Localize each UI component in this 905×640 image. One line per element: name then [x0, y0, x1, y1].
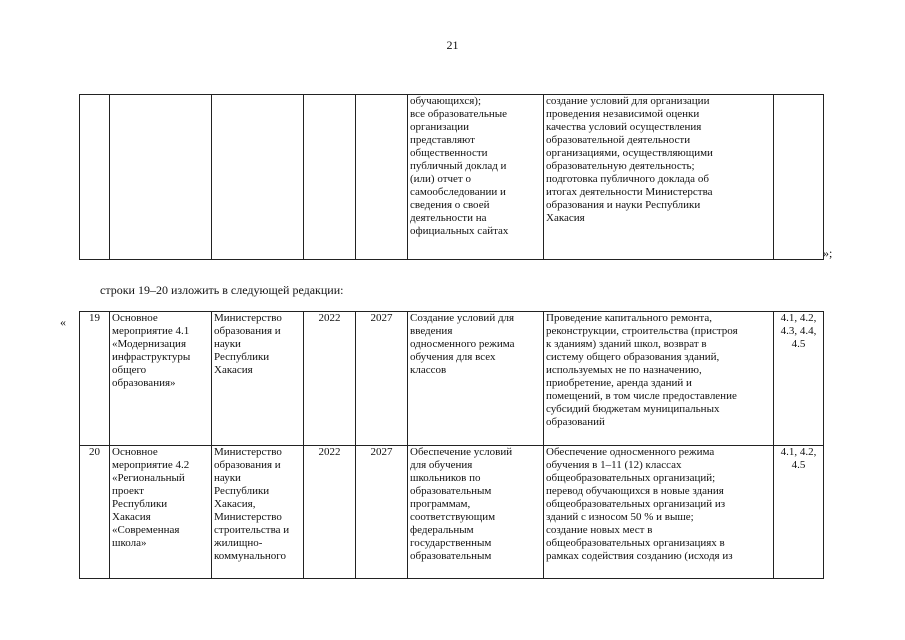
cell-start — [304, 95, 356, 260]
event-name: Основное мероприятие 4.2 «Региональный проект Республики Хакасия «Современная школа» — [110, 446, 212, 579]
end-year: 2027 — [356, 312, 408, 446]
cell-name — [110, 95, 212, 260]
end-year: 2027 — [356, 446, 408, 579]
cell-targets: обучающихся); все образовательные организации представляют общественности публичный доклад и (или) отчет о самообследовании и сведения о своей деятельности на официальных сайтах — [408, 95, 544, 260]
table-row — [80, 95, 824, 260]
amendment-instruction: строки 19–20 изложить в следующей редакции: — [100, 283, 344, 297]
expected-result: Обеспечение условий для обучения школьников по образовательным программам, соответствующим федеральным государственным образовательным — [408, 446, 544, 579]
indicators: 4.1, 4.2, 4.5 — [774, 446, 824, 579]
cell-indicators — [774, 95, 824, 260]
continuation-table — [79, 94, 824, 260]
amended-rows-table — [79, 311, 824, 579]
closing-quote: »; — [823, 246, 833, 260]
page-number: 21 — [446, 38, 459, 52]
start-year: 2022 — [304, 446, 356, 579]
indicators: 4.1, 4.2, 4.3, 4.4, 4.5 — [774, 312, 824, 446]
expected-result: Создание условий для введения односменного режима обучения для всех классов — [408, 312, 544, 446]
event-description: Обеспечение односменного режима обучения в 1–11 (12) классах общеобразовательных организаций; перевод обучающихся в новые здания общеобразовательных организаций из зданий с износом 50 % и выше; создание новых мест в общеобразовательных организациях в рамках содействия созданию (исходя из — [544, 446, 774, 579]
row-number: 20 — [80, 446, 110, 579]
cell-end — [356, 95, 408, 260]
row-number: 19 — [80, 312, 110, 446]
start-year: 2022 — [304, 312, 356, 446]
table-row — [80, 312, 824, 446]
executor: Министерство образования и науки Республики Хакасия, Министерство строительства и жилищно- коммунального — [212, 446, 304, 579]
cell-description: создание условий для организации проведения независимой оценки качества условий осуществления образовательной деятельности организациями, осуществляющими образовательную деятельность; подготовка публичного доклада об итогах деятельности Министерства образования и науки Республики Хакасия — [544, 95, 774, 260]
executor: Министерство образования и науки Республики Хакасия — [212, 312, 304, 446]
table-row — [80, 446, 824, 579]
opening-quote: « — [60, 315, 66, 329]
event-name: Основное мероприятие 4.1 «Модернизация инфраструктуры общего образования» — [110, 312, 212, 446]
event-description: Проведение капитального ремонта, реконструкции, строительства (пристроя к зданиям) зданий школ, возврат в систему общего образования зданий, используемых не по назначению, приобретение, аренда зданий и помещений, в том числе предоставление субсидий бюджетам муниципальных образований — [544, 312, 774, 446]
cell-executor — [212, 95, 304, 260]
cell-number — [80, 95, 110, 260]
